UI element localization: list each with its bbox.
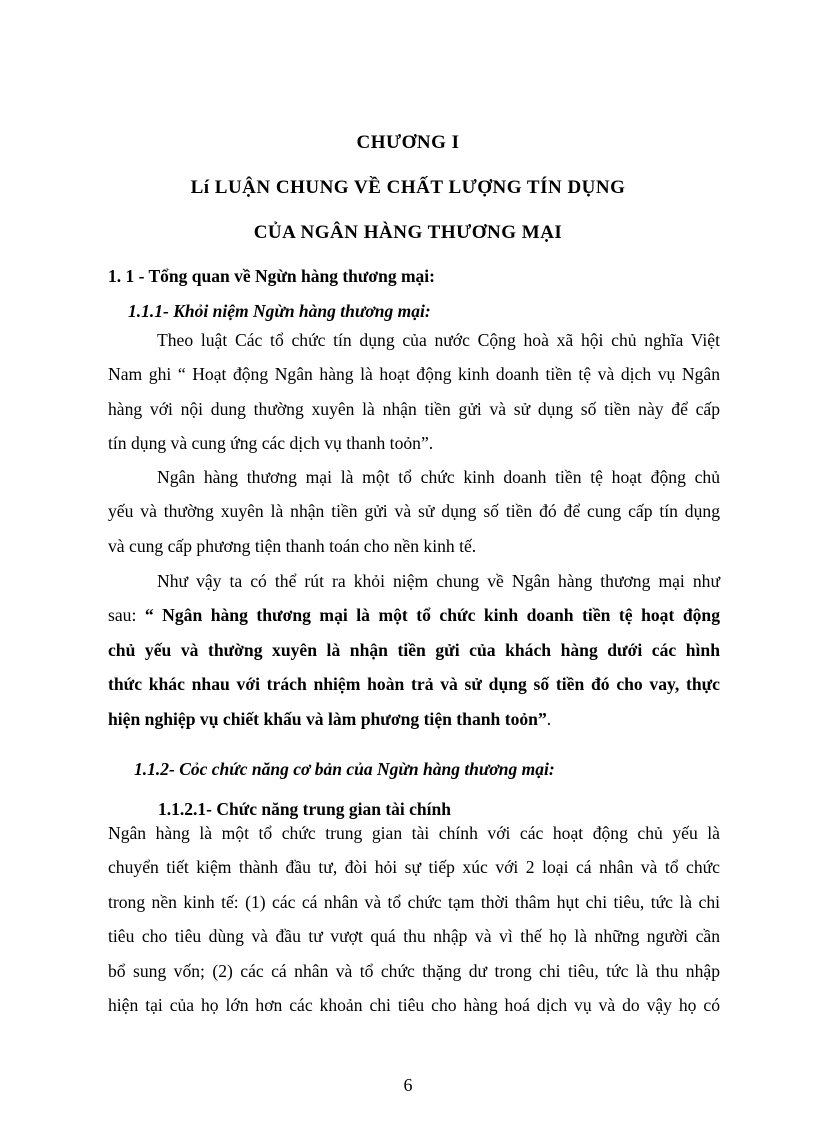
page-number: 6 — [403, 1075, 413, 1095]
definition-bold-text: “ Ngân hàng thương mại là một tổ chức kinh doanh tiền tệ hoạt động — [144, 605, 720, 626]
subsection-heading-1-1-1: 1.1.1- Khỏi niệm Ngừn hàng thương mại: — [128, 301, 431, 321]
paragraph-general-concept — [108, 564, 720, 736]
paragraph-text: sau: — [108, 605, 145, 626]
paragraph-text: . — [546, 708, 552, 729]
paragraph-definition-law — [108, 323, 720, 461]
chapter-number: CHƯƠNG I — [356, 132, 460, 153]
paragraph-line — [108, 702, 720, 736]
definition-bold-line: chủ yếu và thường xuyên là nhận tiền gửi của khách hàng dưới các hình — [108, 639, 720, 660]
paragraph-line: hàng với nội dung thường xuyên là nhận tiền gửi và sử dụng số tiền này để cấp — [108, 398, 720, 419]
paragraph-line — [108, 598, 720, 632]
paragraph-line: Ngân hàng là một tổ chức trung gian tài chính với các hoạt động chủ yếu là — [108, 823, 720, 843]
chapter-title-line-2: CỦA NGÂN HÀNG THƯƠNG MẠI — [253, 222, 563, 243]
paragraph-line: yếu và thường xuyên là nhận tiền gửi và sử dụng số tiền đó để cung cấp tín dụng — [108, 501, 720, 522]
definition-bold-text: hiện nghiệp vụ chiết khấu và làm phương tiện thanh toỏn” — [108, 708, 547, 729]
paragraph-line: Ngân hàng thương mại là một tổ chức kinh doanh tiền tệ hoạt động chủ — [157, 467, 720, 487]
subsubsection-heading-1-1-2-1: 1.1.2.1- Chức năng trung gian tài chính — [158, 799, 451, 819]
paragraph-commercial-bank — [108, 460, 720, 563]
paragraph-line: bổ sung vốn; (2) các cá nhân và tổ chức thặng dư trong chi tiêu, tức là thu nhập — [108, 960, 720, 981]
subsection-heading-1-1-2: 1.1.2- Cỏc chức năng cơ bản của Ngừn hàng thương mại: — [134, 759, 555, 779]
chapter-title-line-1: Lí LUẬN CHUNG VỀ CHẤT LƯỢNG TÍN DỤNG — [190, 177, 626, 198]
paragraph-line: hiện tại của họ lớn hơn các khoản chi tiêu cho hàng hoá dịch vụ và do vậy họ có — [108, 995, 720, 1016]
paragraph-line: tiêu cho tiêu dùng và đầu tư vượt quá thu nhập và vì thế họ là những người cần — [108, 926, 720, 947]
paragraph-line: và cung cấp phương tiện thanh toán cho nền kinh tế. — [108, 535, 477, 556]
paragraph-financial-intermediary — [108, 816, 720, 1022]
paragraph-line: tín dụng và cung ứng các dịch vụ thanh toỏn”. — [108, 433, 434, 454]
paragraph-line: Như vậy ta có thể rút ra khỏi niệm chung về Ngân hàng thương mại như — [157, 571, 720, 591]
paragraph-line: chuyển tiết kiệm thành đầu tư, đòi hỏi sự tiếp xúc với 2 loại cá nhân và tổ chức — [108, 857, 720, 878]
paragraph-line: trong nền kinh tế: (1) các cá nhân và tổ chức tạm thời thâm hụt chi tiêu, tức là chi — [108, 891, 720, 912]
paragraph-line: Theo luật Các tổ chức tín dụng của nước Cộng hoà xã hội chủ nghĩa Việt — [157, 330, 720, 350]
definition-bold-line: thức khác nhau với trách nhiệm hoàn trả và sử dụng số tiền đó cho vay, thực — [108, 674, 720, 695]
section-heading-1-1: 1. 1 - Tổng quan về Ngừn hàng thương mại: — [108, 266, 435, 286]
paragraph-line: Nam ghi “ Hoạt động Ngân hàng là hoạt động kinh doanh tiền tệ và dịch vụ Ngân — [108, 364, 720, 385]
